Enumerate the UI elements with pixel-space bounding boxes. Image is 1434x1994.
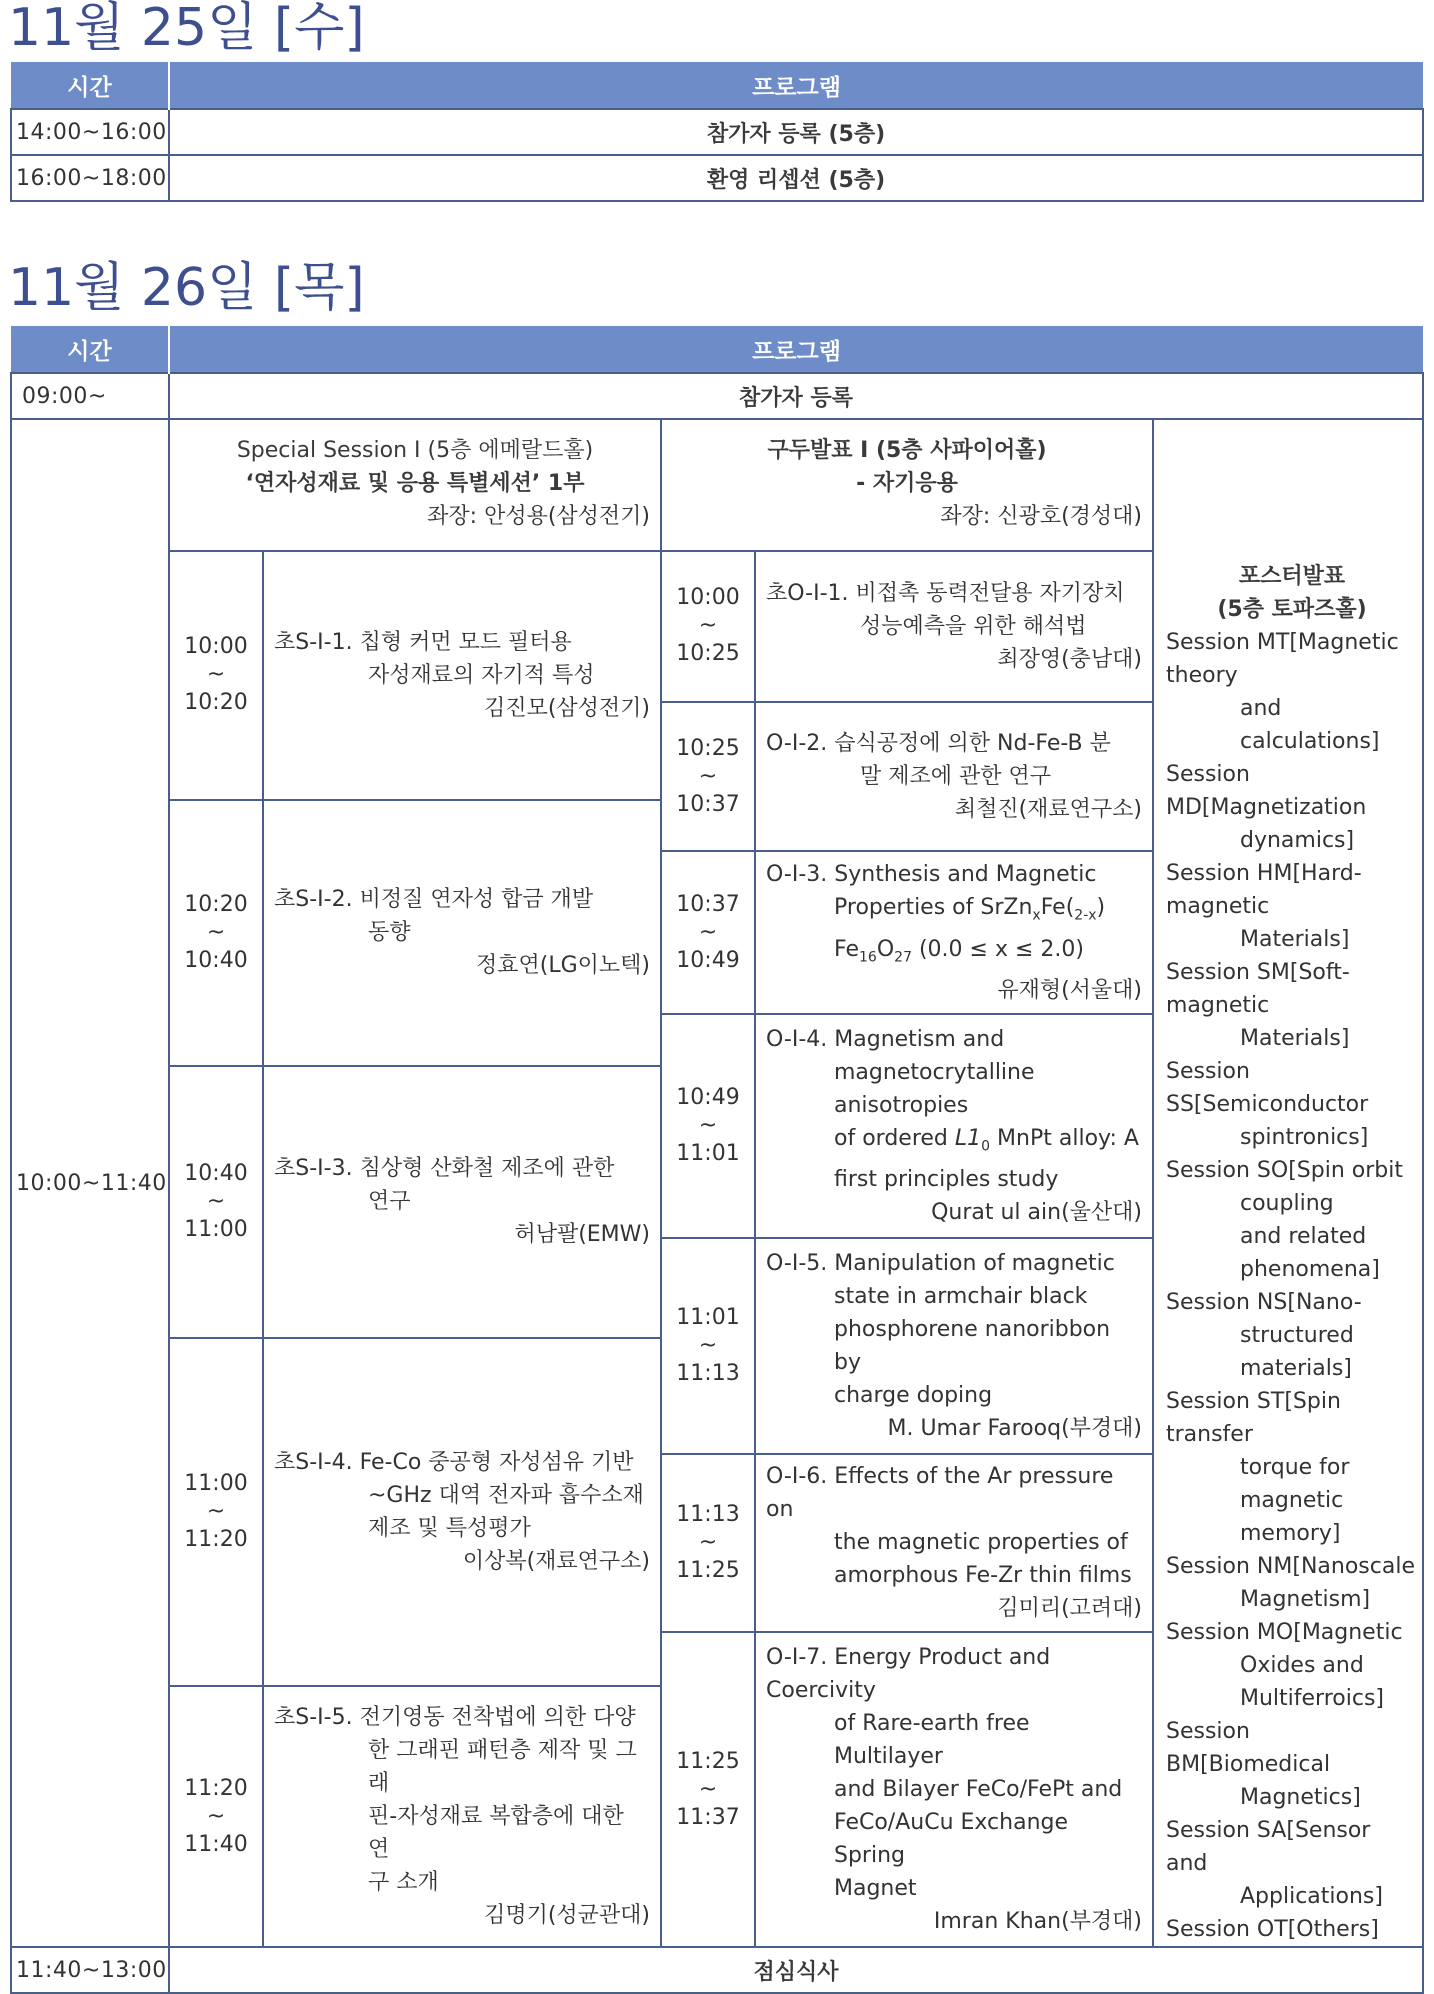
oral-session-subtitle: - 자기응용	[856, 471, 958, 496]
registration-row	[11, 373, 1423, 419]
oral-talk-3: O-Ⅰ-3. Synthesis and Magnetic Properties of $SrZn_xFe(_{2-x})$ $Fe_{16}O_{27}$ (0.0 ≤ x ≤ 2.0) 유재형(서울대)	[755, 851, 1153, 1014]
poster-session-label-cont: and related	[1240, 1224, 1367, 1249]
poster-session-item	[1166, 1913, 1418, 1946]
poster-session-label-cont: torque for magnetic	[1240, 1455, 1350, 1513]
poster-session-label: Session MD[Magnetization	[1166, 762, 1367, 820]
special-talk-3-time: 10:40 ~ 11:00	[169, 1066, 263, 1338]
registration-time: 09:00~	[11, 373, 169, 419]
poster-session-item	[1166, 626, 1418, 758]
poster-session-label-cont: Materials]	[1240, 1026, 1350, 1051]
poster-session-label-cont: structured	[1240, 1323, 1354, 1348]
poster-session-label: Session OT[Others]	[1166, 1917, 1379, 1942]
poster-session-item	[1166, 1385, 1418, 1550]
lunch-time: 11:40~13:00	[11, 1947, 169, 1993]
poster-session-label-cont: dynamics]	[1240, 828, 1355, 853]
special-talk-2-time: 10:20 ~ 10:40	[169, 800, 263, 1066]
poster-session-label: Session SS[Semiconductor	[1166, 1059, 1369, 1117]
poster-session-item	[1166, 1814, 1418, 1913]
row-time: 14:00~16:00	[11, 109, 169, 155]
poster-session-label-cont: Multiferroics]	[1240, 1686, 1384, 1711]
lunch-row	[11, 1947, 1423, 1993]
poster-session-item	[1166, 956, 1418, 1055]
row-time: 16:00~18:00	[11, 155, 169, 201]
poster-session-label-cont: materials]	[1240, 1356, 1352, 1381]
header-program: 프로그램	[169, 62, 1423, 109]
poster-session-label: Session NM[Nanoscale	[1166, 1554, 1415, 1579]
poster-session-item	[1166, 857, 1418, 956]
special-talk-4: 초S-Ⅰ-4. Fe-Co 중공형 자성섬유 기반 ~GHz 대역 전자파 흡수소재 제조 및 특성평가 이상복(재료연구소)	[263, 1338, 661, 1686]
oral-talk-1: 초O-Ⅰ-1. 비접촉 동력전달용 자기장치 성능예측을 위한 해석법 최장영(충남대)	[755, 551, 1153, 702]
poster-session-label: Session SO[Spin orbit	[1166, 1158, 1403, 1183]
poster-session-label-cont: Materials]	[1240, 927, 1350, 952]
special-talk-5: 초S-Ⅰ-5. 전기영동 전착법에 의한 다양 한 그래핀 패턴층 제작 및 그래 핀-자성재료 복합층에 대한 연 구 소개 김명기(성균관대)	[263, 1686, 661, 1947]
poster-session-label-cont: phenomena]	[1240, 1257, 1380, 1282]
special-talk-1-time: 10:00 ~ 10:20	[169, 551, 263, 800]
day1-title: 11월 25일 [수]	[8, 0, 365, 58]
header-time: 시간	[11, 62, 169, 109]
oral-talk-6-time: 11:13 ~ 11:25	[661, 1454, 755, 1633]
day1-schedule-table	[10, 62, 1424, 202]
poster-session-label: Session NS[Nano-	[1166, 1290, 1362, 1315]
day2-schedule-table	[10, 326, 1424, 1994]
oral-session-title: 구두발표 Ⅰ (5층 사파이어홀)	[767, 438, 1047, 463]
special-talk-1: 초S-Ⅰ-1. 칩형 커먼 모드 필터용 자성재료의 자기적 특성 김진모(삼성전기)	[263, 551, 661, 800]
oral-session-header	[661, 419, 1153, 551]
oral-talk-5: O-Ⅰ-5. Manipulation of magnetic state in armchair black phosphorene nanoribbon by charge doping M. Umar Farooq(부경대)	[755, 1238, 1153, 1454]
header-program: 프로그램	[169, 326, 1423, 373]
table-row	[11, 109, 1423, 155]
special-talk-5-time: 11:20 ~ 11:40	[169, 1686, 263, 1947]
oral-session-chair: 좌장: 신광호(경성대)	[940, 504, 1142, 529]
special-talk-2: 초S-Ⅰ-2. 비정질 연자성 합금 개발 동향 정효연(LG이노텍)	[263, 800, 661, 1066]
special-session-chair: 좌장: 안성용(삼성전기)	[427, 504, 650, 529]
poster-session-label-cont: Oxides and	[1240, 1653, 1364, 1678]
special-talk-3: 초S-Ⅰ-3. 침상형 산화철 제조에 관한 연구 허남팔(EMW)	[263, 1066, 661, 1338]
poster-session-label: Session SM[Soft-magnetic	[1166, 960, 1350, 1018]
poster-title: 포스터발표	[1238, 564, 1346, 589]
poster-session-label: Session MT[Magnetic theory	[1166, 630, 1399, 688]
poster-session-item	[1166, 1616, 1418, 1715]
table-row	[11, 155, 1423, 201]
poster-location: (5층 토파즈홀)	[1217, 597, 1367, 622]
oral-talk-7-time: 11:25 ~ 11:37	[661, 1632, 755, 1947]
oral-talk-2: O-Ⅰ-2. 습식공정에 의한 Nd-Fe-B 분 말 제조에 관한 연구 최철진(재료연구소)	[755, 702, 1153, 852]
poster-session-item	[1166, 1055, 1418, 1154]
poster-session-label-cont: coupling	[1240, 1191, 1334, 1216]
poster-session-item	[1166, 1286, 1418, 1385]
poster-session-label-cont: memory]	[1240, 1521, 1341, 1546]
poster-session-label: Session MO[Magnetic	[1166, 1620, 1403, 1645]
day2-title: 11월 26일 [목]	[8, 258, 365, 318]
poster-session-item	[1166, 758, 1418, 857]
session-header-row	[11, 419, 1423, 551]
row-program: 환영 리셉션 (5층)	[169, 155, 1423, 201]
oral-talk-4: O-Ⅰ-4. Magnetism and magnetocrytalline anisotropies of ordered $L1_0$ MnPt alloy: A first principles study Qurat ul ain(울산대)	[755, 1014, 1153, 1238]
poster-session-label: Session BM[Biomedical	[1166, 1719, 1331, 1777]
poster-session-item	[1166, 1715, 1418, 1814]
oral-talk-5-time: 11:01 ~ 11:13	[661, 1238, 755, 1454]
poster-session	[1153, 419, 1423, 1947]
poster-session-label-cont: spintronics]	[1240, 1125, 1369, 1150]
poster-session-item	[1166, 1154, 1418, 1286]
poster-session-label-cont: Applications]	[1240, 1884, 1383, 1909]
lunch-program: 점심식사	[169, 1947, 1423, 1993]
oral-talk-6: O-Ⅰ-6. Effects of the Ar pressure on the magnetic properties of amorphous Fe-Zr thin films 김미리(고려대)	[755, 1454, 1153, 1633]
poster-session-label: Session HM[Hard-magnetic	[1166, 861, 1362, 919]
registration-program: 참가자 등록	[169, 373, 1423, 419]
poster-session-item	[1166, 1550, 1418, 1616]
poster-session-label: Session ST[Spin transfer	[1166, 1389, 1341, 1447]
special-session-subtitle: ‘연자성재료 및 응용 특별세션’ 1부	[245, 471, 585, 496]
oral-talk-3-time: 10:37 ~ 10:49	[661, 851, 755, 1014]
block-time: 10:00~11:40	[11, 419, 169, 1947]
oral-talk-4-time: 10:49 ~ 11:01	[661, 1014, 755, 1238]
poster-session-label: Session SA[Sensor and	[1166, 1818, 1371, 1876]
table-header-row	[11, 62, 1423, 109]
poster-session-label-cont: Magnetism]	[1240, 1587, 1371, 1612]
oral-talk-7: O-Ⅰ-7. Energy Product and Coercivity of Rare-earth free Multilayer and Bilayer FeCo/FePt and FeCo/AuCu Exchange Spring Magnet Imran Khan(부경대)	[755, 1632, 1153, 1947]
special-talk-4-time: 11:00 ~ 11:20	[169, 1338, 263, 1686]
oral-talk-1-time: 10:00 ~ 10:25	[661, 551, 755, 702]
poster-session-label-cont: and calculations]	[1240, 696, 1380, 754]
row-program: 참가자 등록 (5층)	[169, 109, 1423, 155]
oral-talk-2-time: 10:25 ~ 10:37	[661, 702, 755, 852]
table-header-row	[11, 326, 1423, 373]
poster-session-list	[1166, 626, 1418, 1946]
special-session-title: Special Session Ⅰ (5층 에메랄드홀)	[236, 438, 594, 463]
header-time: 시간	[11, 326, 169, 373]
special-session-header	[169, 419, 661, 551]
poster-session-label-cont: Magnetics]	[1240, 1785, 1361, 1810]
